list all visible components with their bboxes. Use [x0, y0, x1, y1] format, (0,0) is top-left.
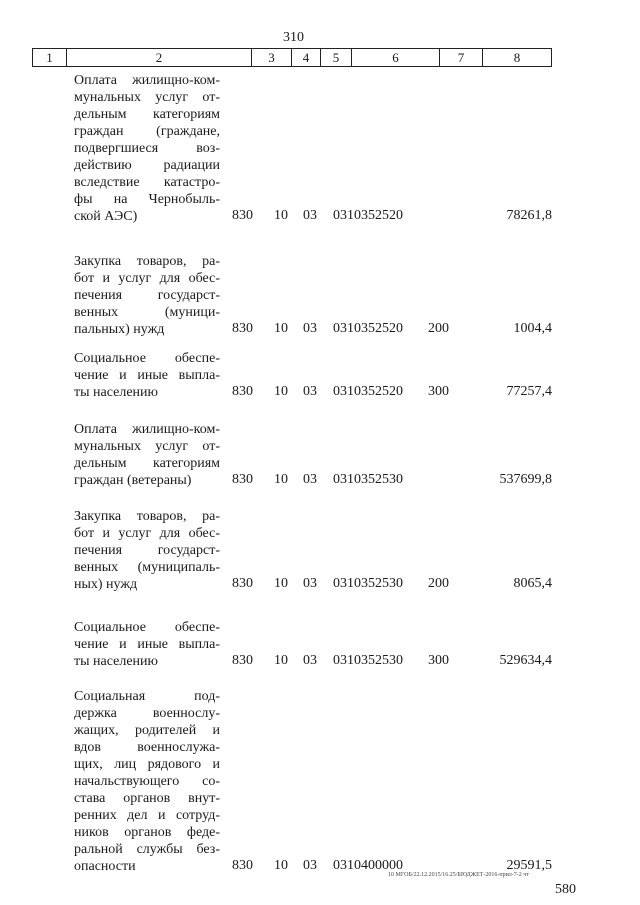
description-line: ты населению [74, 385, 158, 400]
description-line: венных (муници- [74, 305, 220, 320]
description-line: чение и иные выпла- [74, 637, 220, 652]
description-line: Оплата жилищно-ком- [74, 422, 220, 437]
cell-c4: 10 [274, 653, 288, 668]
cell-c8: 77257,4 [506, 384, 552, 399]
footer-meta: 10 МГОБ/22.12.2015/16.25/БЮДЖЕТ-2016-прил-7-2 чт [388, 872, 529, 878]
header-col-5: 5 [320, 49, 351, 66]
description-line: граждан (граждане, [74, 124, 220, 139]
description-line: держка военнослу- [74, 706, 220, 721]
description-line: печения государст- [74, 543, 220, 558]
description-line: дельным категориям [74, 107, 220, 122]
cell-c5: 03 [303, 321, 317, 336]
cell-c6: 0310352520 [333, 208, 403, 223]
cell-c6: 0310352520 [333, 384, 403, 399]
table-row [0, 688, 640, 875]
row-description [74, 508, 220, 593]
cell-c8: 537699,8 [499, 472, 552, 487]
cell-c8: 8065,4 [513, 576, 552, 591]
description-line: бот и услуг для обес- [74, 526, 220, 541]
cell-c5: 03 [303, 472, 317, 487]
header-col-8: 8 [482, 49, 552, 66]
cell-c5: 03 [303, 576, 317, 591]
cell-c3: 830 [232, 321, 253, 336]
description-line: бот и услуг для обес- [74, 271, 220, 286]
cell-c4: 10 [274, 321, 288, 336]
description-line: ренних дел и сотруд- [74, 808, 220, 823]
cell-c6: 0310400000 [333, 858, 403, 873]
description-line: действию радиации [74, 158, 220, 173]
row-description [74, 421, 220, 489]
description-line: Социальная под- [74, 689, 220, 704]
description-line: пальных) нужд [74, 322, 165, 337]
cell-c5: 03 [303, 653, 317, 668]
description-line: мунальных услуг от- [74, 439, 220, 454]
description-line: става органов внут- [74, 791, 220, 806]
description-line: Оплата жилищно-ком- [74, 73, 220, 88]
cell-c3: 830 [232, 208, 253, 223]
cell-c5: 03 [303, 858, 317, 873]
header-col-6: 6 [351, 49, 439, 66]
description-line: ральной службы без- [74, 842, 220, 857]
description-line: Социальное обеспе- [74, 620, 220, 635]
description-line: жащих, родителей и [74, 723, 220, 738]
cell-c7: 300 [428, 384, 449, 399]
cell-c3: 830 [232, 858, 253, 873]
cell-c8: 29591,5 [506, 858, 552, 873]
row-description [74, 253, 220, 338]
header-col-7: 7 [439, 49, 482, 66]
description-line: ников органов феде- [74, 825, 220, 840]
description-line: начальствующего со- [74, 774, 220, 789]
table-row [0, 72, 640, 225]
header-col-1: 1 [32, 49, 66, 66]
description-line: фы на Чернобыль- [74, 192, 220, 207]
cell-c3: 830 [232, 384, 253, 399]
cell-c8: 1004,4 [513, 321, 552, 336]
cell-c6: 0310352520 [333, 321, 403, 336]
description-line: вдов военнослужа- [74, 740, 220, 755]
description-line: щих, лиц рядового и [74, 757, 220, 772]
row-description [74, 688, 220, 875]
cell-c7: 200 [428, 321, 449, 336]
cell-c8: 78261,8 [506, 208, 552, 223]
cell-c7: 200 [428, 576, 449, 591]
description-line: печения государст- [74, 288, 220, 303]
cell-c4: 10 [274, 384, 288, 399]
row-description [74, 619, 220, 670]
table-row [0, 508, 640, 593]
cell-c4: 10 [274, 576, 288, 591]
cell-c3: 830 [232, 653, 253, 668]
cell-c5: 03 [303, 384, 317, 399]
table-row [0, 421, 640, 489]
row-description [74, 350, 220, 401]
description-line: мунальных услуг от- [74, 90, 220, 105]
page-number-bottom: 580 [555, 882, 576, 897]
description-line: Закупка товаров, ра- [74, 509, 220, 524]
description-line: дельным категориям [74, 456, 220, 471]
page-number-top: 310 [283, 30, 304, 45]
description-line: чение и иные выпла- [74, 368, 220, 383]
table-header-row [32, 48, 552, 67]
description-line: венных (муниципаль- [74, 560, 220, 575]
description-line: опасности [74, 859, 136, 874]
description-line: ской АЭС) [74, 209, 138, 224]
cell-c5: 03 [303, 208, 317, 223]
description-line: подвергшиеся воз- [74, 141, 220, 156]
description-line: граждан (ветераны) [74, 473, 192, 488]
description-line: вследствие катастро- [74, 175, 220, 190]
row-description [74, 72, 220, 225]
cell-c4: 10 [274, 472, 288, 487]
cell-c8: 529634,4 [499, 653, 552, 668]
header-col-4: 4 [291, 49, 320, 66]
header-col-3: 3 [251, 49, 291, 66]
cell-c3: 830 [232, 472, 253, 487]
table-row [0, 253, 640, 338]
table-row [0, 350, 640, 401]
description-line: ты населению [74, 654, 158, 669]
cell-c7: 300 [428, 653, 449, 668]
description-line: Закупка товаров, ра- [74, 254, 220, 269]
cell-c6: 0310352530 [333, 653, 403, 668]
cell-c6: 0310352530 [333, 472, 403, 487]
cell-c4: 10 [274, 208, 288, 223]
cell-c3: 830 [232, 576, 253, 591]
table-row [0, 619, 640, 670]
cell-c4: 10 [274, 858, 288, 873]
description-line: Социальное обеспе- [74, 351, 220, 366]
description-line: ных) нужд [74, 577, 138, 592]
header-col-2: 2 [66, 49, 251, 66]
cell-c6: 0310352530 [333, 576, 403, 591]
